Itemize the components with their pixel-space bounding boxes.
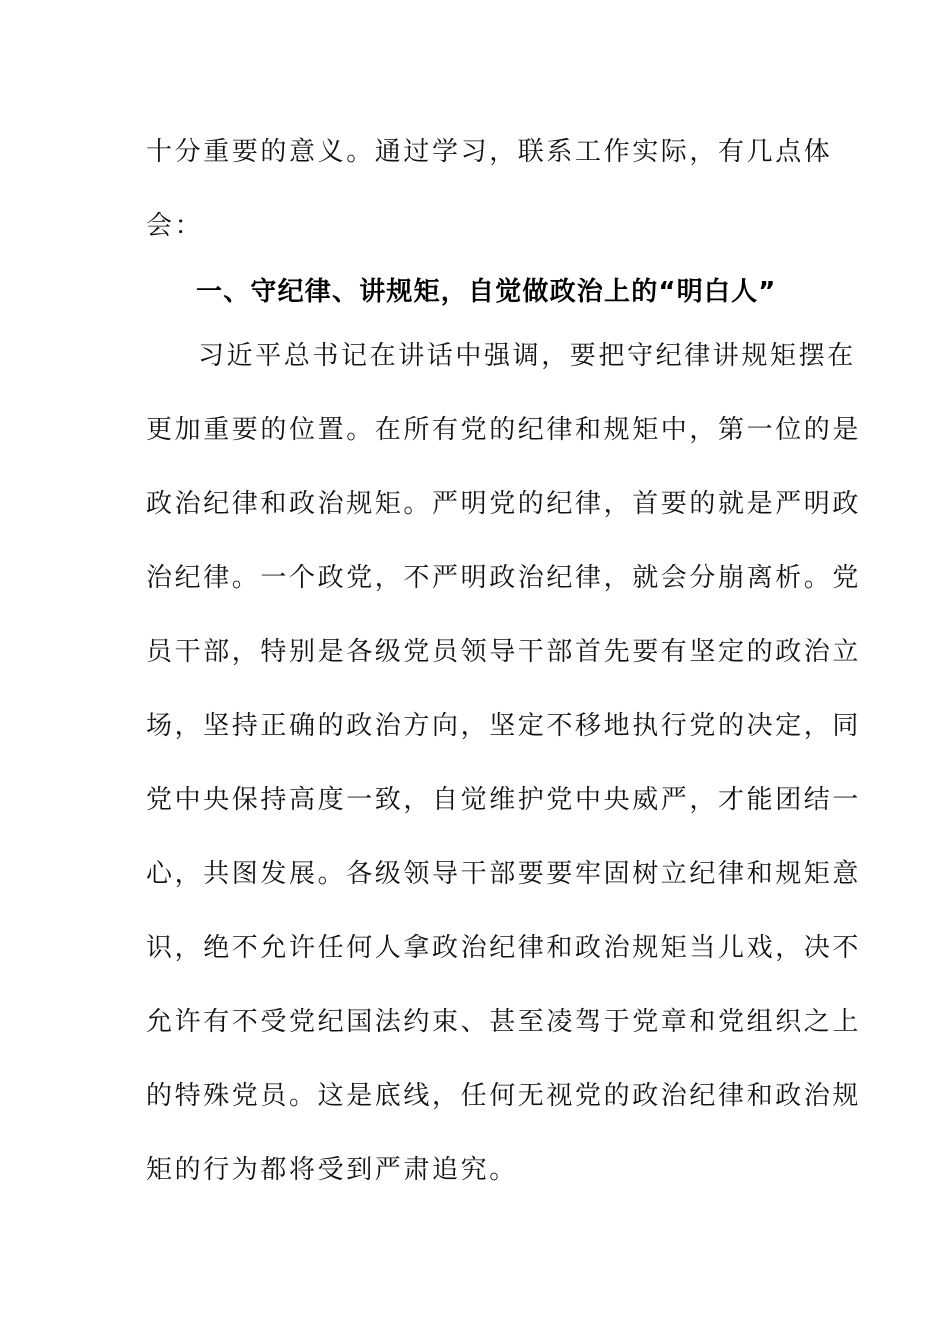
paragraph-line-14: 矩的行为都将受到严肃追究。: [146, 1155, 518, 1185]
paragraph-line-6: 治纪律。一个政党，不严明政治纪律，就会分崩离析。党: [146, 563, 862, 593]
paragraph-line-7: 员干部，特别是各级党员领导干部首先要有坚定的政治立: [146, 637, 862, 667]
paragraph-line-2: 会：: [146, 211, 204, 241]
paragraph-line-1: 十分重要的意义。通过学习，联系工作实际，有几点体: [146, 137, 833, 167]
paragraph-line-4: 更加重要的位置。在所有党的纪律和规矩中，第一位的是: [146, 415, 862, 445]
paragraph-line-8: 场，坚持正确的政治方向，坚定不移地执行党的决定，同: [146, 711, 862, 741]
paragraph-line-13: 的特殊党员。这是底线，任何无视党的政治纪律和政治规: [146, 1081, 862, 1111]
paragraph-line-10: 心，共图发展。各级领导干部要要牢固树立纪律和规矩意: [146, 859, 862, 889]
paragraph-line-5: 政治纪律和政治规矩。严明党的纪律，首要的就是严明政: [146, 489, 862, 519]
paragraph-line-9: 党中央保持高度一致，自觉维护党中央威严，才能团结一: [146, 785, 862, 815]
section-heading: 一、守纪律、讲规矩，自觉做政治上的“明白人”: [196, 277, 777, 307]
paragraph-line-11: 识，绝不允许任何人拿政治纪律和政治规矩当儿戏，决不: [146, 933, 862, 963]
paragraph-line-12: 允许有不受党纪国法约束、甚至凌驾于党章和党组织之上: [146, 1007, 862, 1037]
paragraph-line-3: 习近平总书记在讲话中强调，要把守纪律讲规矩摆在: [198, 341, 856, 371]
